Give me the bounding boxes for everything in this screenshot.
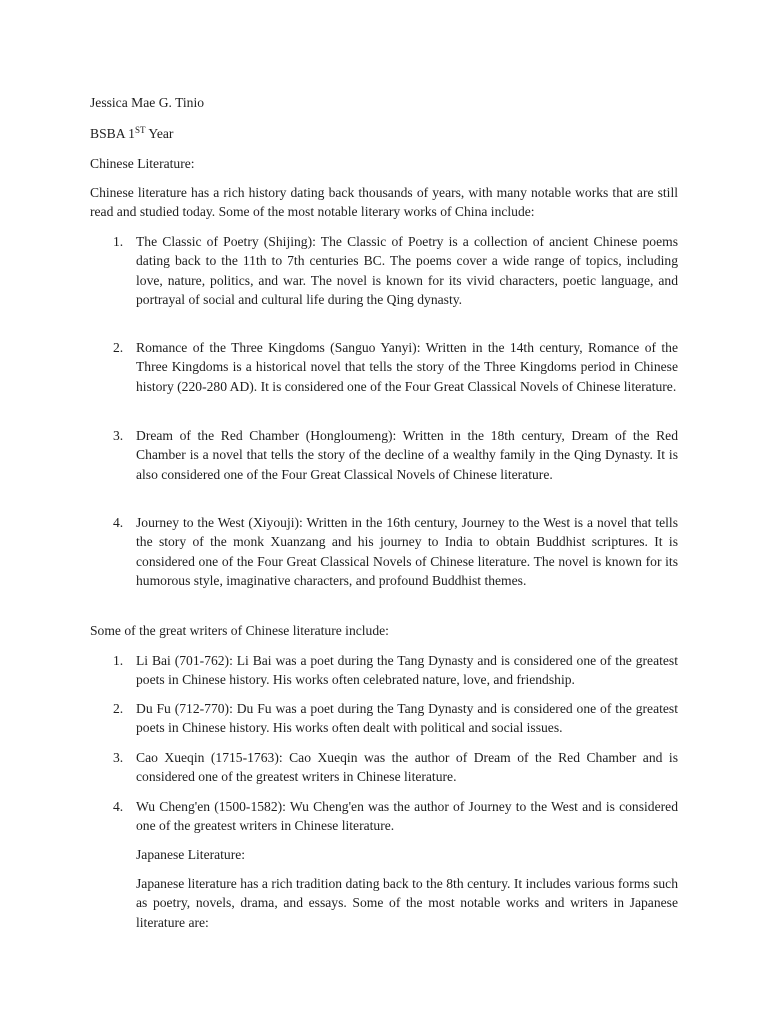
course-prefix: BSBA 1 (90, 126, 135, 141)
list-item-number: 4. (113, 799, 124, 814)
writers-list-1 (90, 651, 678, 690)
list-item (90, 513, 678, 590)
list-item-text: Journey to the West (Xiyouji): Written in the 16th century, Journey to the West is a novel that tells the story of the monk Xuanzang and his journey to India to obtain Buddhist scriptures. It is considered one of the Four Great Classical Novels of Chinese literature. The novel is known for its humorous style, imaginative characters, and profound Buddhist themes. (136, 515, 678, 588)
list-item (90, 232, 678, 309)
list-item-number: 1. (113, 653, 124, 668)
list-item-text: Cao Xueqin (1715-1763): Cao Xueqin was the author of Dream of the Red Chamber and is considered one of the greatest writers in Chinese literature. (136, 750, 678, 785)
list-item-text: Dream of the Red Chamber (Hongloumeng): Written in the 18th century, Dream of the Red Chamber is a novel that tells the story of the decline of a wealthy family in the Qing Dynasty. It is also considered one of the Four Great Classical Novels of Chinese literature. (136, 428, 678, 482)
list-item (90, 651, 678, 690)
chinese-works-list-3 (90, 426, 678, 484)
writers-list-2 (90, 699, 678, 738)
chinese-literature-heading: Chinese Literature: (90, 156, 195, 171)
course-suffix: Year (145, 126, 174, 141)
list-item-text: Du Fu (712-770): Du Fu was a poet during the Tang Dynasty and is considered one of the greatest poets in Chinese history. His works often dealt with political and social issues. (136, 701, 678, 736)
list-item (90, 699, 678, 738)
chinese-works-list-4 (90, 513, 678, 590)
list-item-number: 4. (113, 515, 124, 530)
list-item-number: 3. (113, 428, 124, 443)
japanese-literature-heading: Japanese Literature: (136, 847, 246, 862)
list-item (90, 797, 678, 836)
list-item (90, 426, 678, 484)
list-item-number: 2. (113, 701, 124, 716)
list-item-number: 3. (113, 750, 124, 765)
chinese-works-list (90, 232, 678, 309)
list-item-number: 2. (113, 340, 124, 355)
writers-list-4 (90, 797, 678, 836)
list-item-text: Li Bai (701-762): Li Bai was a poet during the Tang Dynasty and is considered one of the greatest poets in Chinese history. His works often celebrated nature, love, and friendship. (136, 653, 678, 688)
japanese-intro-paragraph: Japanese literature has a rich tradition dating back to the 8th century. It includes various forms such as poetry, novels, drama, and essays. Some of the most notable works and writers in Japanese literature are: (136, 876, 678, 930)
list-item-number: 1. (113, 234, 124, 249)
writers-intro: Some of the great writers of Chinese literature include: (90, 623, 389, 638)
list-item-text: The Classic of Poetry (Shijing): The Classic of Poetry is a collection of ancient Chinese poems dating back to the 11th to 7th centuries BC. The poems cover a wide range of topics, including love, nature, politics, and war. The novel is known for its vivid characters, poetic language, and portrayal of social and cultural life during the Qing dynasty. (136, 234, 678, 307)
course-year (90, 124, 173, 143)
list-item-text: Wu Cheng'en (1500-1582): Wu Cheng'en was the author of Journey to the West and is considered one of the greatest writers in Chinese literature. (136, 799, 678, 834)
list-item-text: Romance of the Three Kingdoms (Sanguo Yanyi): Written in the 14th century, Romance of the Three Kingdoms is a historical novel that tells the story of the Three Kingdoms period in Chinese history (220-280 AD). It is considered one of the Four Great Classical Novels of Chinese literature. (136, 340, 678, 394)
author-name: Jessica Mae G. Tinio (90, 95, 205, 110)
course-superscript: ST (134, 125, 146, 135)
list-item (90, 748, 678, 787)
chinese-intro-paragraph: Chinese literature has a rich history dating back thousands of years, with many notable works that are still read and studied today. Some of the most notable literary works of China include: (90, 185, 678, 220)
list-item (90, 338, 678, 396)
writers-list-3 (90, 748, 678, 787)
chinese-works-list-2 (90, 338, 678, 396)
